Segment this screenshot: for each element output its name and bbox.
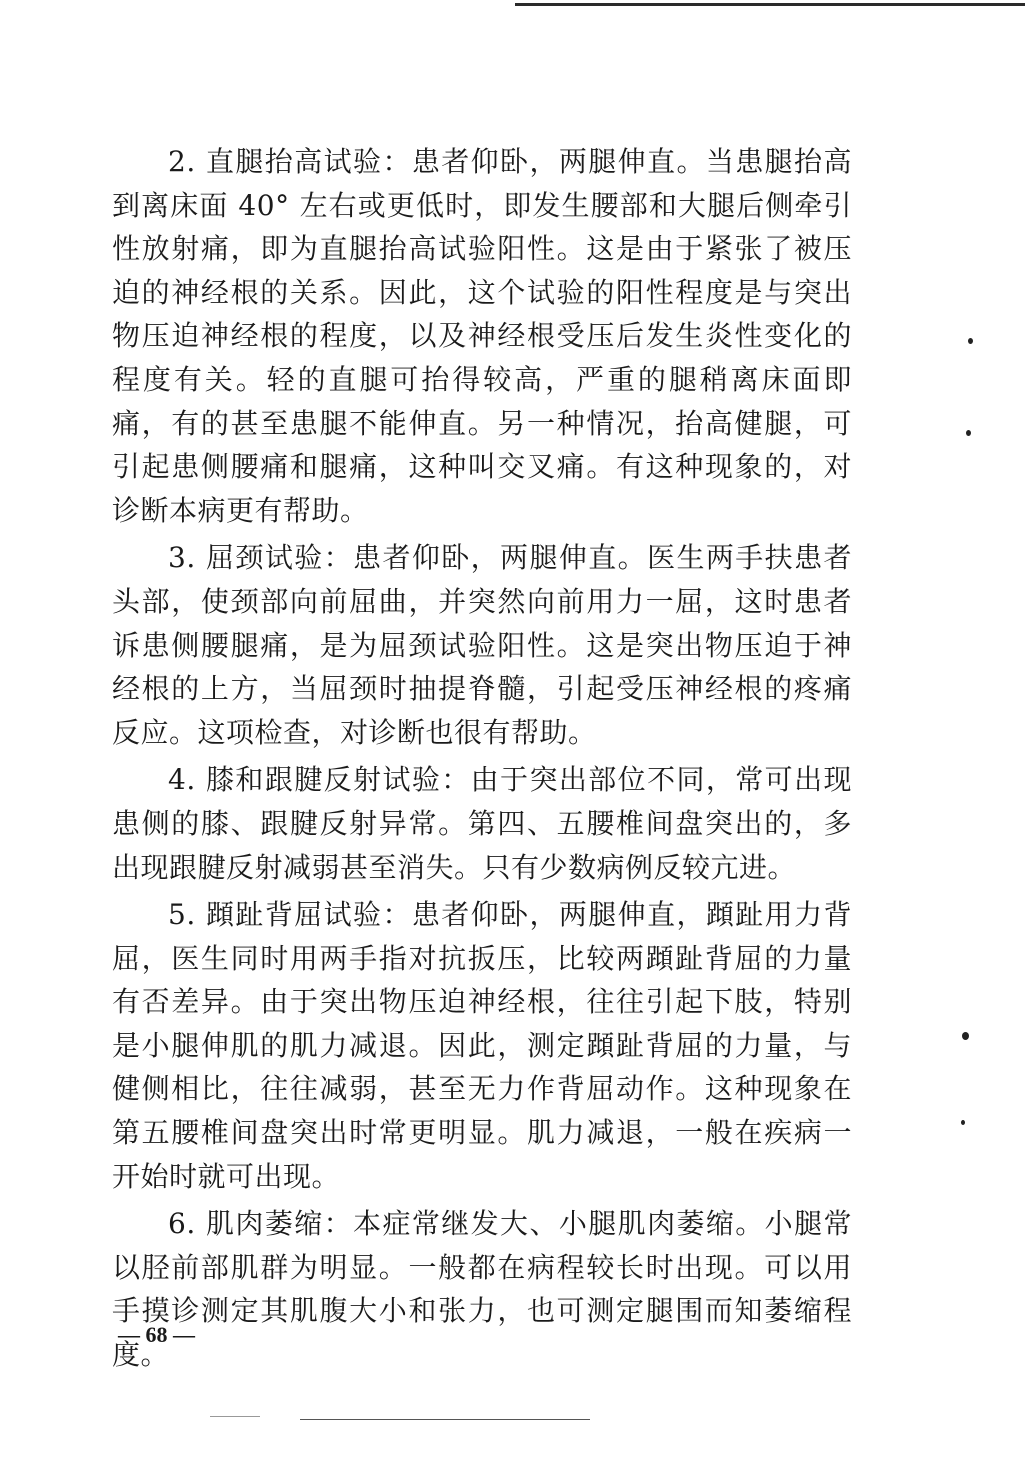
page-body <box>112 140 852 1381</box>
scan-line <box>300 1419 590 1420</box>
paragraph-neck-flexion-test: 3. 屈颈试验：患者仰卧，两腿伸直。医生两手扶患者头部，使颈部向前屈曲，并突然向前用力一屈，这时患者诉患侧腰腿痛，是为屈颈试验阳性。这是突出物压迫于神经根的上方，当屈颈时抽提脊髓，引起受压神经根的疼痛反应。这项检查，对诊断也很有帮助。 <box>112 541 852 749</box>
paragraph-muscle-atrophy: 6. 肌肉萎缩：本症常继发大、小腿肌肉萎缩。小腿常以胫前部肌群为明显。一般都在病程较长时出现。可以用手摸诊测定其肌腹大小和张力，也可测定腿围而知萎缩程度。 <box>112 1207 852 1372</box>
scan-line <box>210 1416 260 1417</box>
top-edge-rule <box>515 3 1025 6</box>
scan-speck <box>962 1032 969 1040</box>
paragraph-straight-leg-raise-test: 2. 直腿抬高试验：患者仰卧，两腿伸直。当患腿抬高到离床面 40° 左右或更低时，即发生腰部和大腿后侧牵引性放射痛，即为直腿抬高试验阳性。这是由于紧张了被压迫的神经根的关系。因此，这个试验的阳性程度是与突出物压迫神经根的程度，以及神经根受压后发生炎性变化的程度有关。轻的直腿可抬得较高，严重的腿稍离床面即痛，有的甚至患腿不能伸直。另一种情况，抬高健腿，可引起患侧腰痛和腿痛，这种叫交叉痛。有这种现象的，对诊断本病更有帮助。 <box>112 145 852 527</box>
paragraph-big-toe-dorsiflexion-test: 5. 蹞趾背屈试验：患者仰卧，两腿伸直，蹞趾用力背屈，医生同时用两手指对抗扳压，比较两蹞趾背屈的力量有否差异。由于突出物压迫神经根，往往引起下肢，特别是小腿伸肌的肌力减退。因此，测定蹞趾背屈的力量，与健侧相比，往往减弱，甚至无力作背屈动作。这种现象在第五腰椎间盘突出时常更明显。肌力减退，一般在疾病一开始时就可出现。 <box>112 898 852 1193</box>
paragraph-knee-achilles-reflex-test: 4. 膝和跟腱反射试验：由于突出部位不同，常可出现患侧的膝、跟腱反射异常。第四、五腰椎间盘突出的，多出现跟腱反射减弱甚至消失。只有少数病例反较亢进。 <box>112 763 852 884</box>
scan-speck <box>966 430 971 436</box>
scan-speck <box>961 1120 965 1125</box>
scan-speck <box>968 338 973 344</box>
page-number: — 68 — <box>118 1322 195 1347</box>
